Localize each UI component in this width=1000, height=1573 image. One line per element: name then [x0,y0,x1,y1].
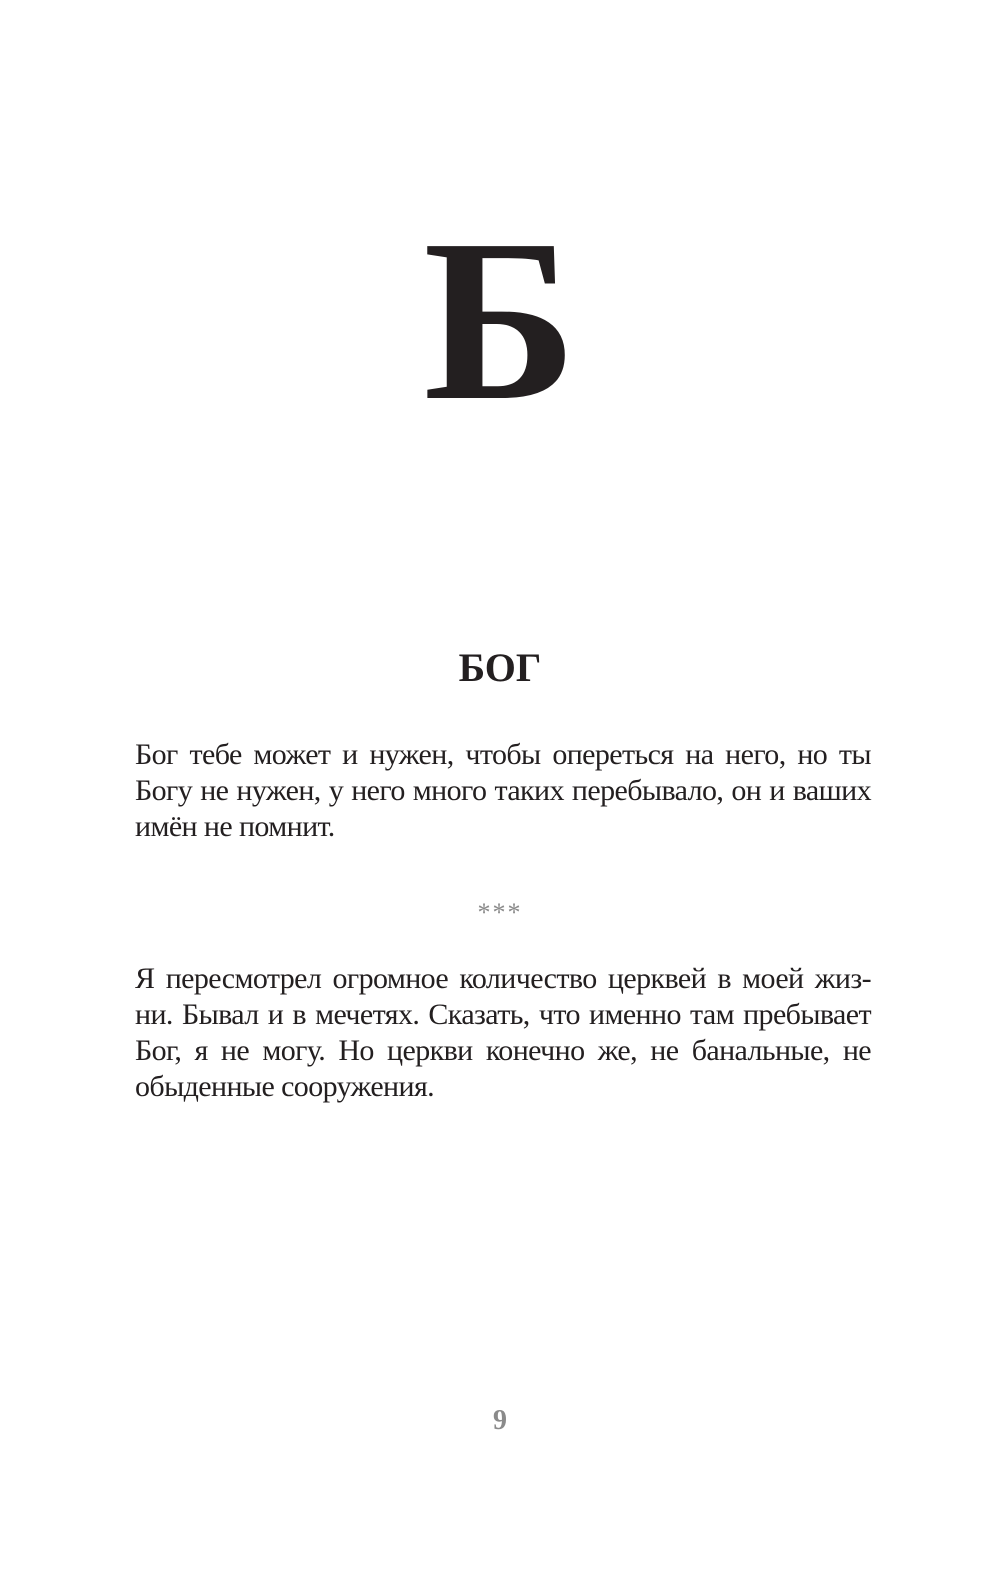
section-separator: *** [477,898,523,927]
paragraph-line: Я пересмотрел огромное количество церквей в моей жиз- [135,962,871,995]
page-number: 9 [493,1405,507,1436]
paragraph-line: ни. Бывал и в мечетях. Сказать, что именно там пребывает [135,998,871,1031]
paragraph-1 [135,737,871,845]
paragraph-line: имён не помнит. [135,810,335,843]
paragraph-line: Бог тебе может и нужен, чтобы опереться на него, но ты [135,738,871,771]
chapter-title: БОГ [458,645,542,690]
paragraph-line: Бог, я не могу. Но церкви конечно же, не банальные, не [135,1034,871,1067]
section-letter: Б [423,192,577,449]
paragraph-line: обыденные сооружения. [135,1070,435,1103]
paragraph-2 [135,961,871,1105]
paragraph-line: Богу не нужен, у него много таких перебывало, он и ваших [135,774,871,807]
